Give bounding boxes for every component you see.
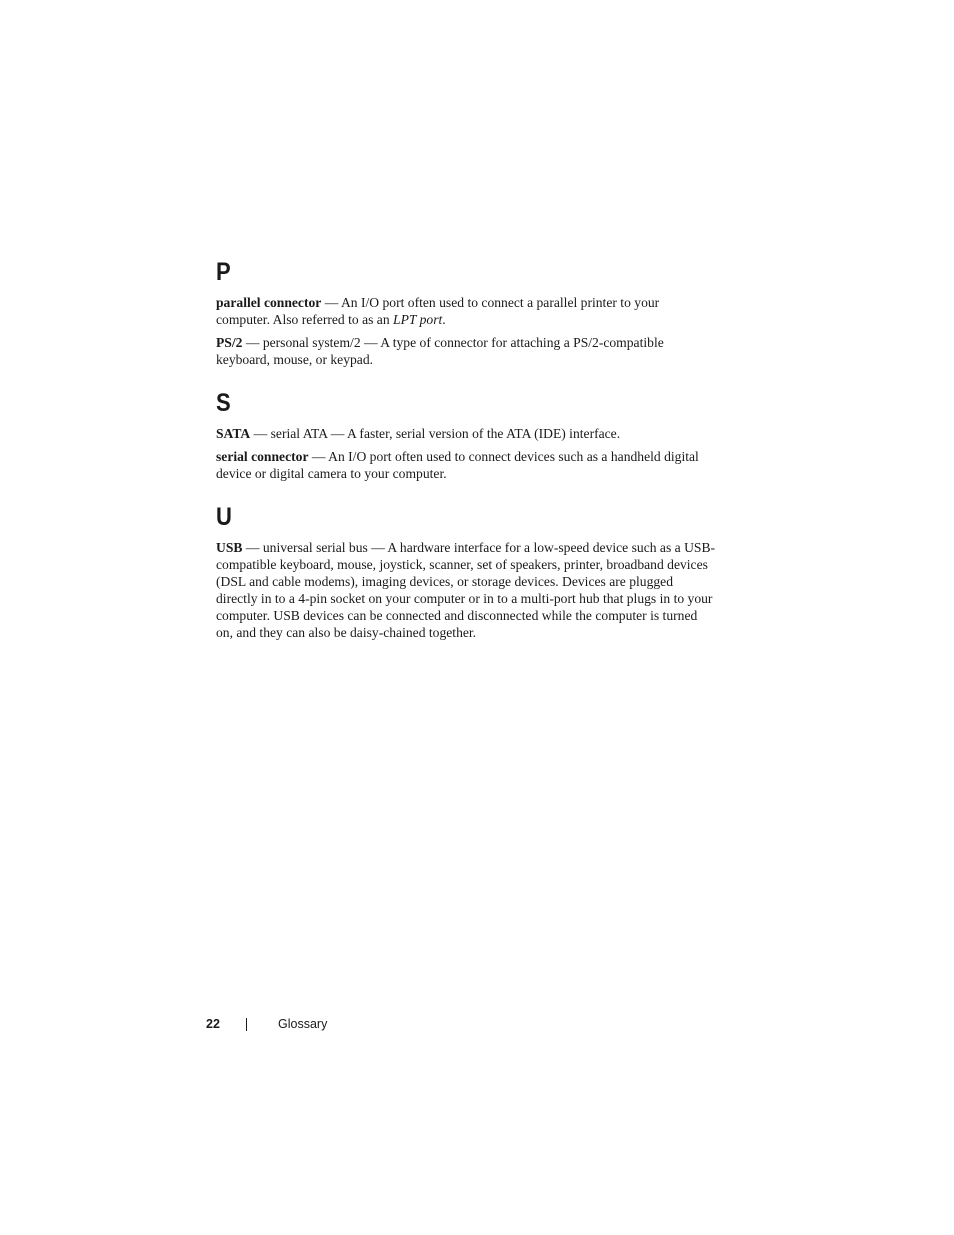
section-p: [216, 258, 716, 368]
entry-term: serial connector: [216, 449, 309, 464]
glossary-entry-serial-connector: [216, 448, 716, 482]
entry-definition: — An I/O port often used to connect devices such as a handheld digital device or digital camera to your computer.: [216, 449, 699, 481]
entry-term: PS/2: [216, 335, 243, 350]
entry-term: parallel connector: [216, 295, 322, 310]
entry-definition: — serial ATA — A faster, serial version of the ATA (IDE) interface.: [250, 426, 621, 441]
entry-definition: — universal serial bus — A hardware interface for a low-speed device such as a USB-compatible keyboard, mouse, joystick, scanner, set of speakers, printer, broadband devices (DSL and cable modems), imaging devices, or storage devices. Devices are plugged directly in to a 4-pin socket on your computer or in to a multi-port hub that plugs in to your computer. USB devices can be connected and disconnected while the computer is turned on, and they can also be daisy-chained together.: [216, 540, 716, 640]
section-letter: U: [216, 503, 232, 531]
glossary-content: [216, 258, 716, 647]
glossary-entry-parallel-connector: [216, 294, 716, 328]
entry-term: SATA: [216, 426, 251, 441]
glossary-entry-sata: [216, 425, 716, 442]
glossary-entry-ps2: [216, 334, 716, 368]
section-letter: P: [216, 258, 231, 286]
footer-chapter-title: Glossary: [278, 1017, 328, 1031]
section-letter: S: [216, 389, 231, 417]
entry-definition: — personal system/2 — A type of connector for attaching a PS/2-compatible keyboard, mouse, or keypad.: [216, 335, 664, 367]
entry-emphasis: LPT port: [393, 312, 443, 327]
entry-definition: — An I/O port often used to connect a parallel printer to your computer. Also referred to as an: [216, 295, 660, 327]
entry-term: USB: [216, 540, 243, 555]
section-s: [216, 389, 716, 482]
page-number: 22: [206, 1017, 220, 1031]
section-u: [216, 503, 716, 641]
glossary-entry-usb: [216, 539, 716, 641]
footer-divider: [246, 1018, 247, 1031]
entry-definition-end: .: [442, 312, 446, 327]
